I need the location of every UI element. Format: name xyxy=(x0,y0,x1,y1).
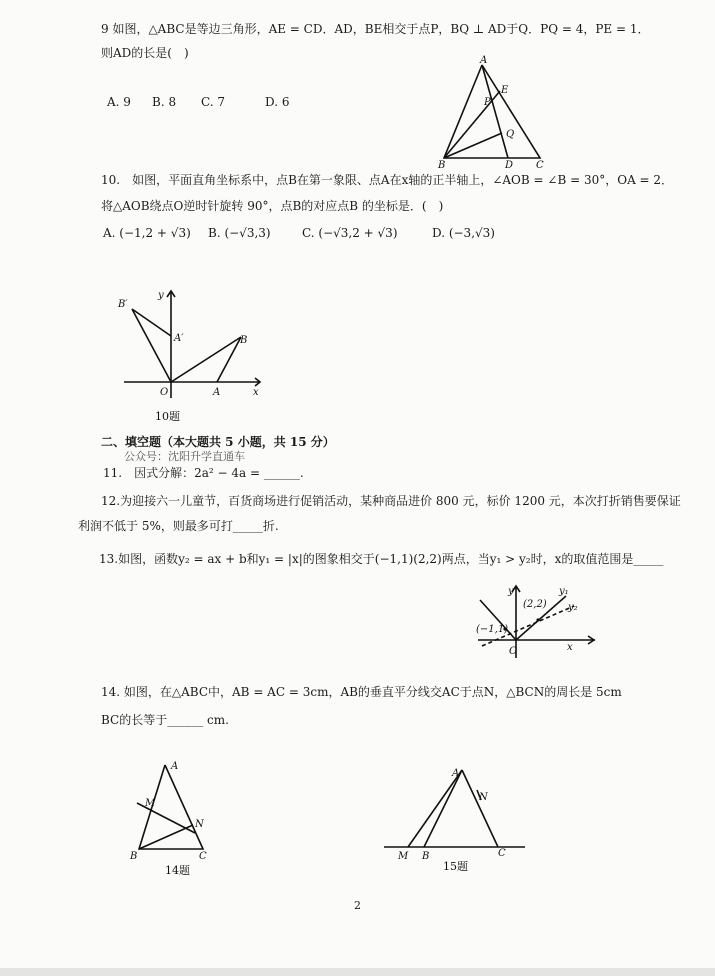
q10-option-c: C. (−√3,2 + √3) xyxy=(302,226,398,240)
q9-figure xyxy=(430,55,560,170)
q13-label-point-2-2: (2,2) xyxy=(523,599,547,610)
q14-label-b: B xyxy=(130,851,138,862)
watermark-text: 公众号：沈阳升学直通车 xyxy=(124,450,245,463)
q15-label-n: N xyxy=(479,792,488,803)
q10-option-a: A. (−1,2 + √3) xyxy=(103,226,191,240)
q10-label-y: y xyxy=(158,290,164,301)
q14-label-m: M xyxy=(145,798,156,809)
q9-line2: 则AD的长是( ) xyxy=(101,46,189,60)
q9-option-c: C. 7 xyxy=(201,95,226,109)
q9-option-d: D. 6 xyxy=(265,95,290,109)
q10-label-o: O xyxy=(160,387,169,398)
q9-label-a: A xyxy=(480,55,488,66)
q14-figure xyxy=(125,755,225,880)
q14-label-n: N xyxy=(195,819,204,830)
q14-caption: 14题 xyxy=(165,864,190,877)
q10-figure xyxy=(110,283,270,428)
q13-label-point-m1-1: (−1,1) xyxy=(476,624,509,635)
bottom-edge xyxy=(0,968,715,976)
q14-label-a: A xyxy=(171,761,179,772)
q14-line1: 14. 如图，在△ABC中，AB = AC = 3cm，AB的垂直平分线交AC于点N，△BCN的周长是 5cm xyxy=(101,685,622,699)
q10-option-b: B. (−√3,3) xyxy=(208,226,271,240)
q15-label-c: C xyxy=(498,848,506,859)
q14-label-c: C xyxy=(199,851,207,862)
q15-label-a: A xyxy=(452,768,460,779)
q10-label-bprime: B′ xyxy=(118,299,128,310)
q10-line1: 10. 如图，平面直角坐标系中，点B在第一象限、点A在x轴的正半轴上，∠AOB = ∠B = 30°，OA = 2． xyxy=(101,173,674,187)
q10-label-a: A xyxy=(213,387,221,398)
q9-option-b: B. 8 xyxy=(152,95,177,109)
q9-option-a: A. 9 xyxy=(107,95,131,109)
q9-label-p: P xyxy=(484,97,491,108)
q9-label-b: B xyxy=(438,160,446,171)
q9-label-q: Q xyxy=(506,129,515,140)
section2-heading: 二、填空题（本大题共 5 小题，共 15 分） xyxy=(101,435,335,449)
q9-label-c: C xyxy=(536,160,544,171)
q9-line1: 9 如图，△ABC是等边三角形，AE = CD．AD，BE相交于点P，BQ ⊥ AD于Q．PQ = 4，PE = 1． xyxy=(101,22,650,36)
q10-option-d: D. (−3,√3) xyxy=(432,226,495,240)
q13-label-x: x xyxy=(567,642,573,653)
q13-figure xyxy=(470,580,600,660)
q15-figure xyxy=(380,760,530,878)
q9-label-e: E xyxy=(501,85,509,96)
q10-label-b: B xyxy=(240,335,248,346)
q15-caption: 15题 xyxy=(443,860,468,873)
q13-text: 13.如图，函数y₂ = ax + b和y₁ = |x|的图象相交于(−1,1)(2,2)两点，当y₁ > y₂时，x的取值范围是_____ xyxy=(99,552,664,566)
q13-label-y2: y₂ xyxy=(568,602,578,613)
q15-label-b: B xyxy=(422,851,430,862)
q14-line2: BC的长等于______ cm. xyxy=(101,713,229,727)
q15-label-m: M xyxy=(398,851,409,862)
q10-label-aprime: A′ xyxy=(174,333,184,344)
q13-label-y: y xyxy=(508,586,514,597)
q12-line2: 利润不低于 5%，则最多可打_____折. xyxy=(78,519,279,533)
q13-point-2-2 xyxy=(536,618,539,621)
q13-label-y1: y₁ xyxy=(559,586,569,597)
q12-line1: 12.为迎接六一儿童节，百货商场进行促销活动，某种商品进价 800 元，标价 1200 元，本次打折销售要保证 xyxy=(101,494,681,508)
q10-line2: 将△AOB绕点O逆时针旋转 90°，点B的对应点B 的坐标是．( ) xyxy=(101,199,444,213)
page-number: 2 xyxy=(354,899,361,912)
q9-label-d: D xyxy=(505,160,514,171)
q10-label-x: x xyxy=(253,387,259,398)
q10-caption: 10题 xyxy=(155,410,180,423)
q13-label-o: O xyxy=(509,646,518,657)
q11-text: 11. 因式分解：2a² − 4a = ______. xyxy=(103,466,304,480)
